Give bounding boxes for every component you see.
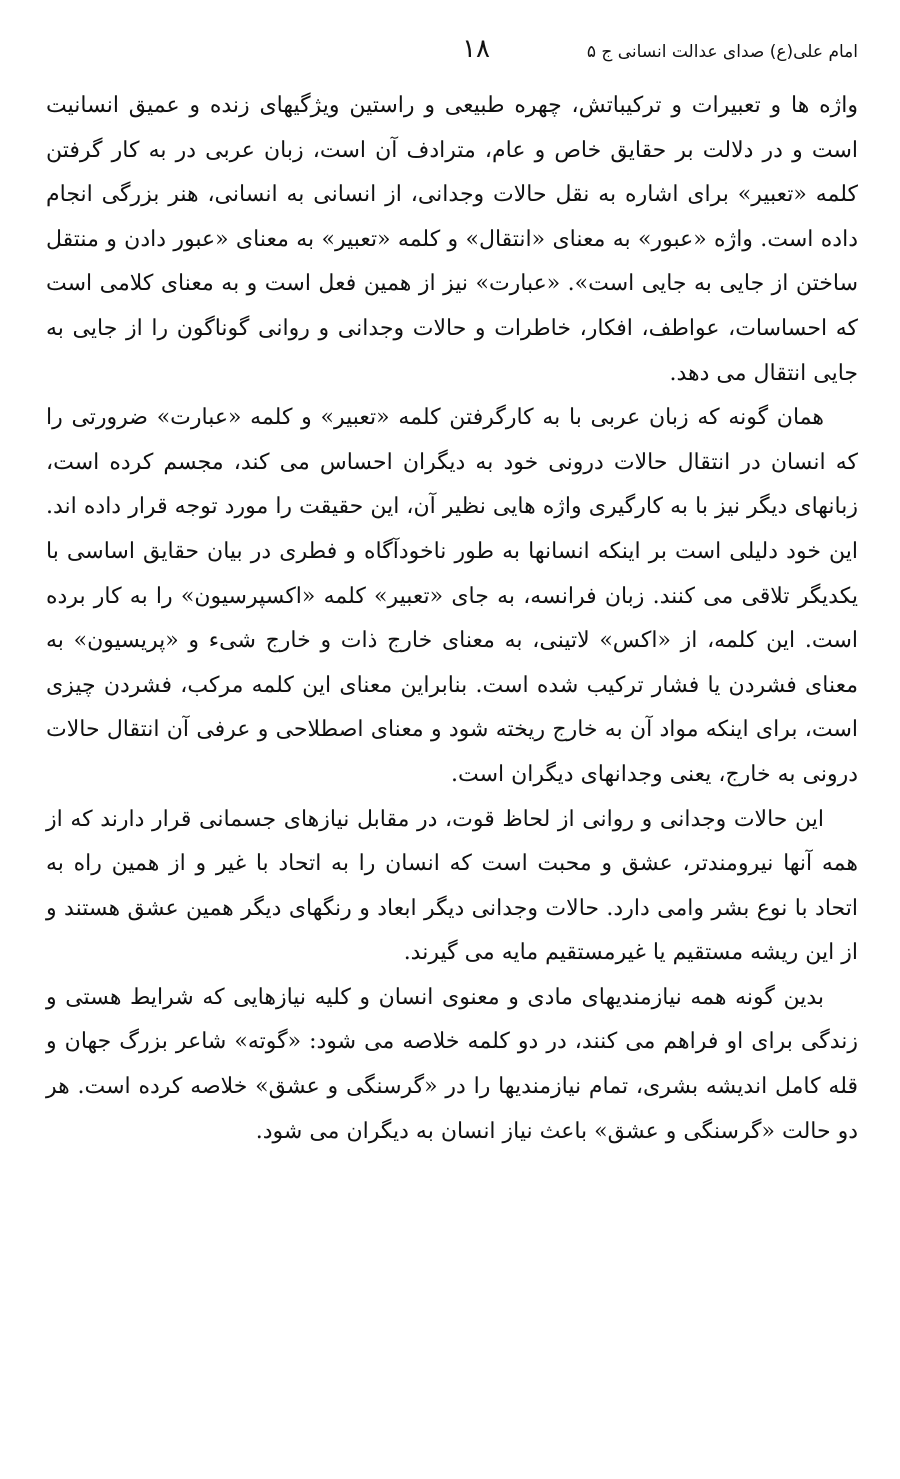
book-page [46,34,858,1154]
page-number: ۱۸ [462,34,490,64]
paragraph-2: همان گونه که زبان عربی با به کارگرفتن کلمه «تعبیر» و کلمه «عبارت» ضرورتی را که انسان در انتقال حالات درونی خود به دیگران احساس می کند، مجسم کرده است، زبانهای دیگر نیز با به کارگیری واژه هایی نظیر آن، این حقیقت را مورد توجه قرار داده اند. این خود دلیلی است بر اینکه انسانها به طور ناخودآگاه و فطری در بیان حقایق اساسی با یکدیگر تلاقی می کنند. زبان فرانسه، به جای «تعبیر» کلمه «اکسپرسیون» را به کار برده است. این کلمه، از «اکس» لاتینی، به معنای خارج ذات و خارج شیء و «پریسیون» به معنای فشردن یا فشار ترکیب شده است. بنابراین معنای این کلمه مرکب، فشردن چیزی است، برای اینکه مواد آن به خارج ریخته شود و معنای اصطلاحی و عرفی آن انتقال حالات درونی به خارج، یعنی وجدانهای دیگران است. [46,405,858,787]
body-text [46,84,858,1154]
paragraph-4: بدین گونه همه نیازمندیهای مادی و معنوی انسان و کلیه نیازهایی که شرایط هستی و زندگی برای او فراهم می کنند، در دو کلمه خلاصه می شود: «گوته» شاعر بزرگ جهان و قله کامل اندیشه بشری، تمام نیازمندیها را در «گرسنگی و عشق» خلاصه کرده است. هر دو حالت «گرسنگی و عشق» باعث نیاز انسان به دیگران می شود. [46,984,858,1144]
page-header [46,34,858,84]
paragraph-1: واژه ها و تعبیرات و ترکیباتش، چهره طبیعی و راستین ویژگیهای زنده و عمیق انسانیت است و در دلالت بر حقایق خاص و عام، مترادف آن است، زبان عربی در به کار گرفتن کلمه «تعبیر» برای اشاره به نقل حالات وجدانی، از انسانی به انسانی، هنر بزرگی انجام داده است. واژه «عبور» به معنای «انتقال» و کلمه «تعبیر» به معنای «عبور دادن و منتقل ساختن از جایی به جایی است». «عبارت» نیز از همین فعل است و به معنای کلامی است که احساسات، عواطف، افکار، خاطرات و حالات وجدانی و روانی گوناگون را از جایی به جایی انتقال می دهد. [46,93,858,386]
paragraph-3: این حالات وجدانی و روانی از لحاظ قوت، در مقابل نیازهای جسمانی قرار دارند که از همه آنها نیرومندتر، عشق و محبت است که انسان را به اتحاد با غیر و از همین راه به اتحاد با نوع بشر وامی دارد. حالات وجدانی دیگر ابعاد و رنگهای دیگر همین عشق هستند و از این ریشه مستقیم یا غیرمستقیم مایه می گیرند. [46,806,858,966]
running-title: امام علی(ع) صدای عدالت انسانی ج ۵ [586,42,858,62]
